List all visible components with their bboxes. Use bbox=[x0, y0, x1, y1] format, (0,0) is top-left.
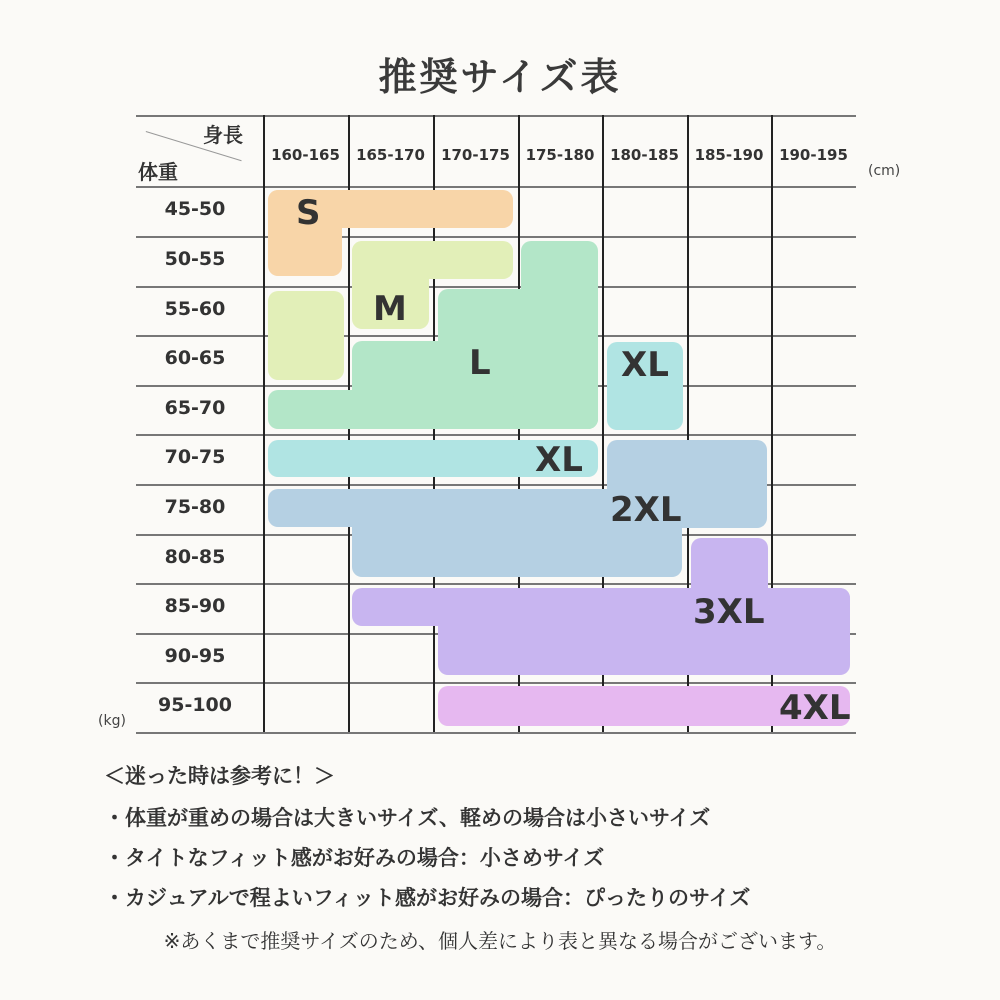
page-title: 推奨サイズ表 bbox=[378, 55, 622, 99]
height-range-label: 165-170 bbox=[356, 146, 425, 164]
size-label-4xl: 4XL bbox=[779, 688, 851, 728]
weight-header-label: 体重 bbox=[138, 160, 178, 184]
grid-line-row bbox=[136, 236, 856, 238]
size-block-m bbox=[268, 291, 344, 380]
size-block-3xl bbox=[438, 588, 850, 675]
height-unit-label: (cm) bbox=[868, 163, 901, 179]
grid-line-row bbox=[136, 732, 856, 734]
footnote: ※あくまで推奨サイズのため、個人差により表と異なる場合がございます。 bbox=[163, 929, 837, 953]
grid-line-row bbox=[136, 682, 856, 684]
height-range-label: 170-175 bbox=[441, 146, 510, 164]
weight-range-label: 80-85 bbox=[164, 546, 226, 568]
weight-range-label: 50-55 bbox=[164, 248, 226, 270]
weight-range-label: 65-70 bbox=[164, 397, 226, 419]
weight-range-label: 90-95 bbox=[164, 645, 226, 667]
note-item: ・カジュアルで程よいフィット感がお好みの場合：ぴったりのサイズ bbox=[104, 886, 751, 910]
note-item: ・タイトなフィット感がお好みの場合：小さめサイズ bbox=[104, 846, 605, 870]
notes-section bbox=[104, 760, 750, 922]
height-range-label: 160-165 bbox=[271, 146, 340, 164]
size-label-xl: XL bbox=[535, 440, 583, 480]
size-label-l: L bbox=[469, 343, 491, 383]
size-label-xl: XL bbox=[621, 345, 669, 385]
weight-range-label: 85-90 bbox=[164, 595, 226, 617]
weight-unit-label: (kg) bbox=[98, 713, 126, 729]
weight-range-label: 60-65 bbox=[164, 347, 226, 369]
weight-range-label: 95-100 bbox=[158, 694, 232, 716]
weight-range-label: 55-60 bbox=[164, 298, 226, 320]
note-item: ・体重が重めの場合は大きいサイズ、軽めの場合は小さいサイズ bbox=[104, 806, 711, 830]
grid-line-row bbox=[136, 286, 856, 288]
height-range-label: 185-190 bbox=[694, 146, 764, 164]
height-range-label: 175-180 bbox=[525, 146, 595, 164]
weight-range-label: 70-75 bbox=[164, 446, 226, 468]
size-label-3xl: 3XL bbox=[693, 592, 765, 632]
grid-line-row bbox=[136, 186, 856, 188]
grid-line-row bbox=[136, 434, 856, 436]
notes-heading: ＜迷った時は参考に！＞ bbox=[104, 764, 335, 788]
size-label-2xl: 2XL bbox=[610, 490, 682, 530]
grid-line-col bbox=[263, 115, 265, 732]
size-label-s: S bbox=[296, 193, 321, 233]
weight-range-label: 45-50 bbox=[164, 198, 226, 220]
size-label-m: M bbox=[373, 289, 407, 329]
size-block-l bbox=[268, 390, 514, 429]
weight-range-label: 75-80 bbox=[164, 496, 226, 518]
height-range-label: 180-185 bbox=[610, 146, 679, 164]
height-range-label: 190-195 bbox=[779, 146, 848, 164]
grid-line-top bbox=[136, 115, 856, 117]
height-header-label: 身長 bbox=[203, 123, 243, 147]
